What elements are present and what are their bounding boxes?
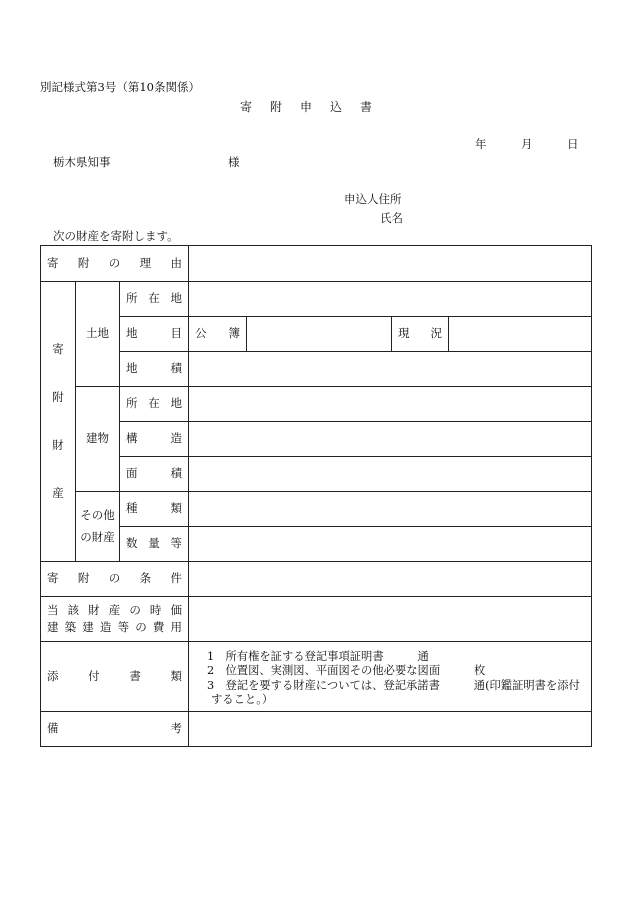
date-day-label: 日 xyxy=(567,137,579,151)
other-type-field[interactable] xyxy=(189,492,592,527)
reason-label-cell xyxy=(41,246,189,282)
applicant-address-label: 申込人住所 xyxy=(344,192,402,206)
attachment-item-3: 3 登記を要する財産については、登記承諾書 通(印鑑証明書を添付 xyxy=(207,678,580,692)
conditions-label: 寄 附 の 条 件 xyxy=(47,571,182,586)
conditions-label-cell xyxy=(41,562,189,597)
other-quantity-field[interactable] xyxy=(189,527,592,562)
building-group-cell xyxy=(76,387,120,492)
official-register-field[interactable] xyxy=(247,317,392,352)
official-register-label-cell: 公 簿 xyxy=(189,317,247,352)
land-group-cell xyxy=(76,282,120,387)
date-month-label: 月 xyxy=(521,137,533,151)
current-state-field[interactable] xyxy=(449,317,592,352)
date-year-label: 年 xyxy=(475,137,487,151)
land-area-label-cell: 地 積 xyxy=(120,352,189,387)
addressee: 栃木県知事 xyxy=(53,155,111,169)
land-area-field[interactable] xyxy=(189,352,592,387)
building-floor-area-field[interactable] xyxy=(189,457,592,492)
attachments-label-cell xyxy=(41,642,189,712)
building-floor-area-label-cell: 面 積 xyxy=(120,457,189,492)
donated-property-label-cell xyxy=(41,282,76,562)
remarks-field[interactable] xyxy=(189,712,592,747)
donation-form-table xyxy=(40,245,592,747)
current-state-label-cell: 現 況 xyxy=(392,317,449,352)
document-title: 寄 附 申 込 書 xyxy=(240,100,376,114)
building-location-field[interactable] xyxy=(189,387,592,422)
value-label-cell: 当 該 財 産 の 時 価 建 築 建 造 等 の 費 用 xyxy=(41,597,189,642)
attachment-item-3-continued: すること。） xyxy=(211,692,274,706)
other-property-group-cell xyxy=(76,492,120,562)
intro-text: 次の財産を寄附します。 xyxy=(53,229,179,243)
land-location-label-cell: 所 在 地 xyxy=(120,282,189,317)
applicant-name-label: 氏名 xyxy=(380,211,403,225)
reason-field[interactable] xyxy=(189,246,592,282)
value-field[interactable] xyxy=(189,597,592,642)
attachments-list xyxy=(189,642,592,712)
building-group-label: 建物 xyxy=(86,431,109,446)
attachment-item-1: 1 所有権を証する登記事項証明書 通 xyxy=(207,650,429,664)
land-category-label-cell: 地 目 xyxy=(120,317,189,352)
form-reference: 別記様式第3号（第10条関係） xyxy=(40,80,200,94)
remarks-label-cell xyxy=(41,712,189,747)
other-type-label-cell: 種 類 xyxy=(120,492,189,527)
building-structure-label-cell: 構 造 xyxy=(120,422,189,457)
other-quantity-label-cell: 数 量 等 xyxy=(120,527,189,562)
reason-label: 寄 附 の 理 由 xyxy=(47,255,182,270)
attachments-label: 添 付 書 類 xyxy=(47,668,182,683)
building-structure-field[interactable] xyxy=(189,422,592,457)
donated-property-label: 寄 附 財 産 xyxy=(52,341,64,500)
attachment-item-2: 2 位置図、実測図、平面図その他必要な図面 枚 xyxy=(207,664,486,678)
other-property-group-label: その他 の財産 xyxy=(80,508,115,544)
honorific: 様 xyxy=(228,155,240,169)
land-group-label: 土地 xyxy=(86,326,109,341)
conditions-field[interactable] xyxy=(189,562,592,597)
land-location-field[interactable] xyxy=(189,282,592,317)
building-location-label-cell: 所 在 地 xyxy=(120,387,189,422)
remarks-label: 備 考 xyxy=(47,721,182,736)
